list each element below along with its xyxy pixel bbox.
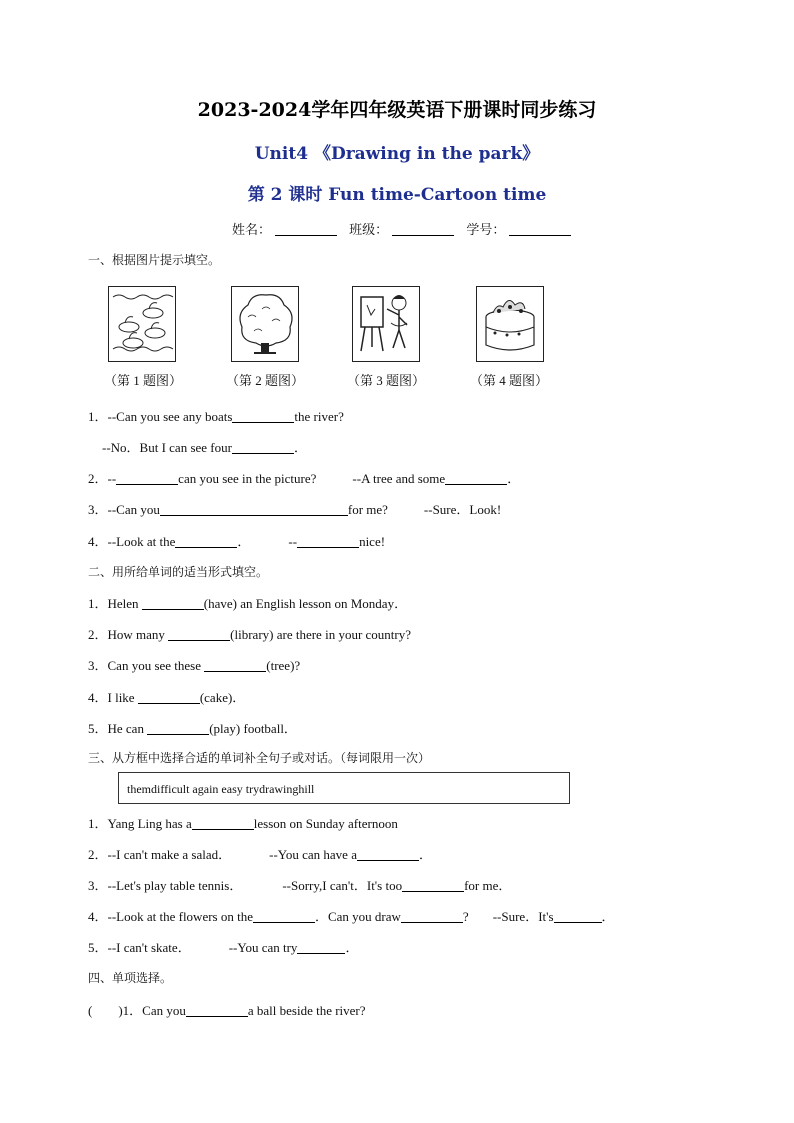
tree-picture-icon xyxy=(231,286,299,362)
caption-3: （第 3 题图） xyxy=(347,373,426,388)
q-text: --No．But I can see four xyxy=(102,440,232,455)
q-text: 2．How many xyxy=(88,627,169,642)
answer-blank[interactable] xyxy=(204,659,266,672)
q-text: 5．--I can't skate． xyxy=(88,940,191,955)
unit-title: Unit4 《Drawing in the park》 xyxy=(254,144,540,164)
answer-blank[interactable] xyxy=(401,910,463,923)
s3-question-5 xyxy=(88,937,358,956)
q-text: lesson on Sunday afternoon xyxy=(253,816,398,831)
girl-drawing-picture-icon xyxy=(352,286,420,362)
q-text: 5．He can xyxy=(88,721,148,736)
q-text: --Sure．Look! xyxy=(423,502,502,517)
q-text: 3．Can you see these xyxy=(88,658,205,673)
q-text: (play) football． xyxy=(209,721,297,736)
answer-blank[interactable] xyxy=(445,472,507,485)
q-text: ? xyxy=(462,909,469,924)
s1-question-4 xyxy=(88,531,385,550)
answer-blank[interactable] xyxy=(253,910,315,923)
student-info-line xyxy=(232,219,579,238)
q-text: for me． xyxy=(464,878,512,893)
s3-question-4 xyxy=(88,906,615,925)
caption-4: （第 4 题图） xyxy=(470,373,549,388)
answer-blank[interactable] xyxy=(232,410,294,423)
q-text: 2．--I can't make a salad． xyxy=(88,847,232,862)
s4-question-1 xyxy=(88,1000,366,1019)
q-text: --You can try xyxy=(228,940,298,955)
answer-blank[interactable] xyxy=(160,503,348,516)
q-text: ． xyxy=(507,471,521,486)
q-text: 4．--Look at the flowers on the xyxy=(88,909,253,924)
s3-question-2 xyxy=(88,844,432,863)
q-text: (have) an English lesson on Monday． xyxy=(203,596,408,611)
answer-blank[interactable] xyxy=(142,597,204,610)
s1-question-1b xyxy=(102,437,307,456)
q-text: ( )1．Can you xyxy=(88,1003,186,1018)
s3-question-3 xyxy=(88,875,511,894)
section2-heading: 二、用所给单词的适当形式填空。 xyxy=(88,565,269,579)
s2-item-4 xyxy=(88,687,245,706)
answer-blank[interactable] xyxy=(186,1004,248,1017)
q-text: -- xyxy=(288,534,298,549)
section4-heading: 四、单项选择。 xyxy=(88,971,173,985)
cake-picture-icon xyxy=(476,286,544,362)
q-text: ． xyxy=(418,847,432,862)
word-bank-box xyxy=(118,772,570,804)
s2-item-3 xyxy=(88,655,300,674)
s1-question-3 xyxy=(88,499,501,518)
number-blank[interactable] xyxy=(509,222,571,236)
q-text: 3．--Let's play table tennis． xyxy=(88,878,243,893)
answer-blank[interactable] xyxy=(147,722,209,735)
q-text: (cake)． xyxy=(199,690,246,705)
lesson-title: 第 2 课时 Fun time-Cartoon time xyxy=(247,185,547,205)
answer-blank[interactable] xyxy=(232,441,294,454)
number-label: 学号： xyxy=(466,223,506,238)
q-text: for me? xyxy=(347,502,388,517)
s2-item-2 xyxy=(88,624,411,643)
q-text: --Sorry,I can't．It's too xyxy=(282,878,403,893)
picture-strip xyxy=(104,280,602,390)
q-text: 1．--Can you see any boats xyxy=(88,409,233,424)
answer-blank[interactable] xyxy=(402,879,464,892)
answer-blank[interactable] xyxy=(175,535,237,548)
name-label: 姓名： xyxy=(232,223,272,238)
answer-blank[interactable] xyxy=(116,472,178,485)
q-text: 4．--Look at the xyxy=(88,534,176,549)
q-text: 4．I like xyxy=(88,690,138,705)
q-text: 3．--Can you xyxy=(88,502,160,517)
q-text: ． xyxy=(601,909,615,924)
answer-blank[interactable] xyxy=(554,910,602,923)
boats-picture-icon xyxy=(108,286,176,362)
section3-heading: 三、从方框中选择合适的单词补全句子或对话。（每词限用一次） xyxy=(88,751,431,765)
q-text: 1．Helen xyxy=(88,596,142,611)
caption-1: （第 1 题图） xyxy=(104,373,183,388)
answer-blank[interactable] xyxy=(357,848,419,861)
s2-item-5 xyxy=(88,718,297,737)
q-text: 2．-- xyxy=(88,471,117,486)
s3-question-1 xyxy=(88,813,398,832)
q-text: (library) are there in your country? xyxy=(230,627,412,642)
q-text: can you see in the picture? xyxy=(178,471,317,486)
q-text: nice! xyxy=(359,534,386,549)
answer-blank[interactable] xyxy=(192,817,254,830)
s2-item-1 xyxy=(88,593,407,612)
q-text: ．Can you draw xyxy=(314,909,401,924)
s1-question-2 xyxy=(88,468,520,487)
q-text: the river? xyxy=(294,409,344,424)
page-title: 2023-2024学年四年级英语下册课时同步练习 xyxy=(197,99,597,121)
q-text: --A tree and some xyxy=(352,471,446,486)
q-text: 1．Yang Ling has a xyxy=(88,816,192,831)
caption-2: （第 2 题图） xyxy=(226,373,305,388)
name-blank[interactable] xyxy=(275,222,337,236)
answer-blank[interactable] xyxy=(168,628,230,641)
q-text: a ball beside the river? xyxy=(247,1003,366,1018)
s1-question-1a xyxy=(88,406,344,425)
q-text: --You can have a xyxy=(269,847,357,862)
section1-heading: 一、根据图片提示填空。 xyxy=(88,253,221,267)
q-text: (tree)? xyxy=(266,658,301,673)
q-text: ． xyxy=(345,940,359,955)
word-bank-text: themdifficult again easy trydrawinghill xyxy=(127,782,315,796)
q-text: ． xyxy=(293,440,307,455)
answer-blank[interactable] xyxy=(297,535,359,548)
q-text: ． xyxy=(237,534,251,549)
class-blank[interactable] xyxy=(392,222,454,236)
answer-blank[interactable] xyxy=(297,941,345,954)
class-label: 班级： xyxy=(349,223,389,238)
answer-blank[interactable] xyxy=(138,691,200,704)
q-text: --Sure．It's xyxy=(492,909,554,924)
